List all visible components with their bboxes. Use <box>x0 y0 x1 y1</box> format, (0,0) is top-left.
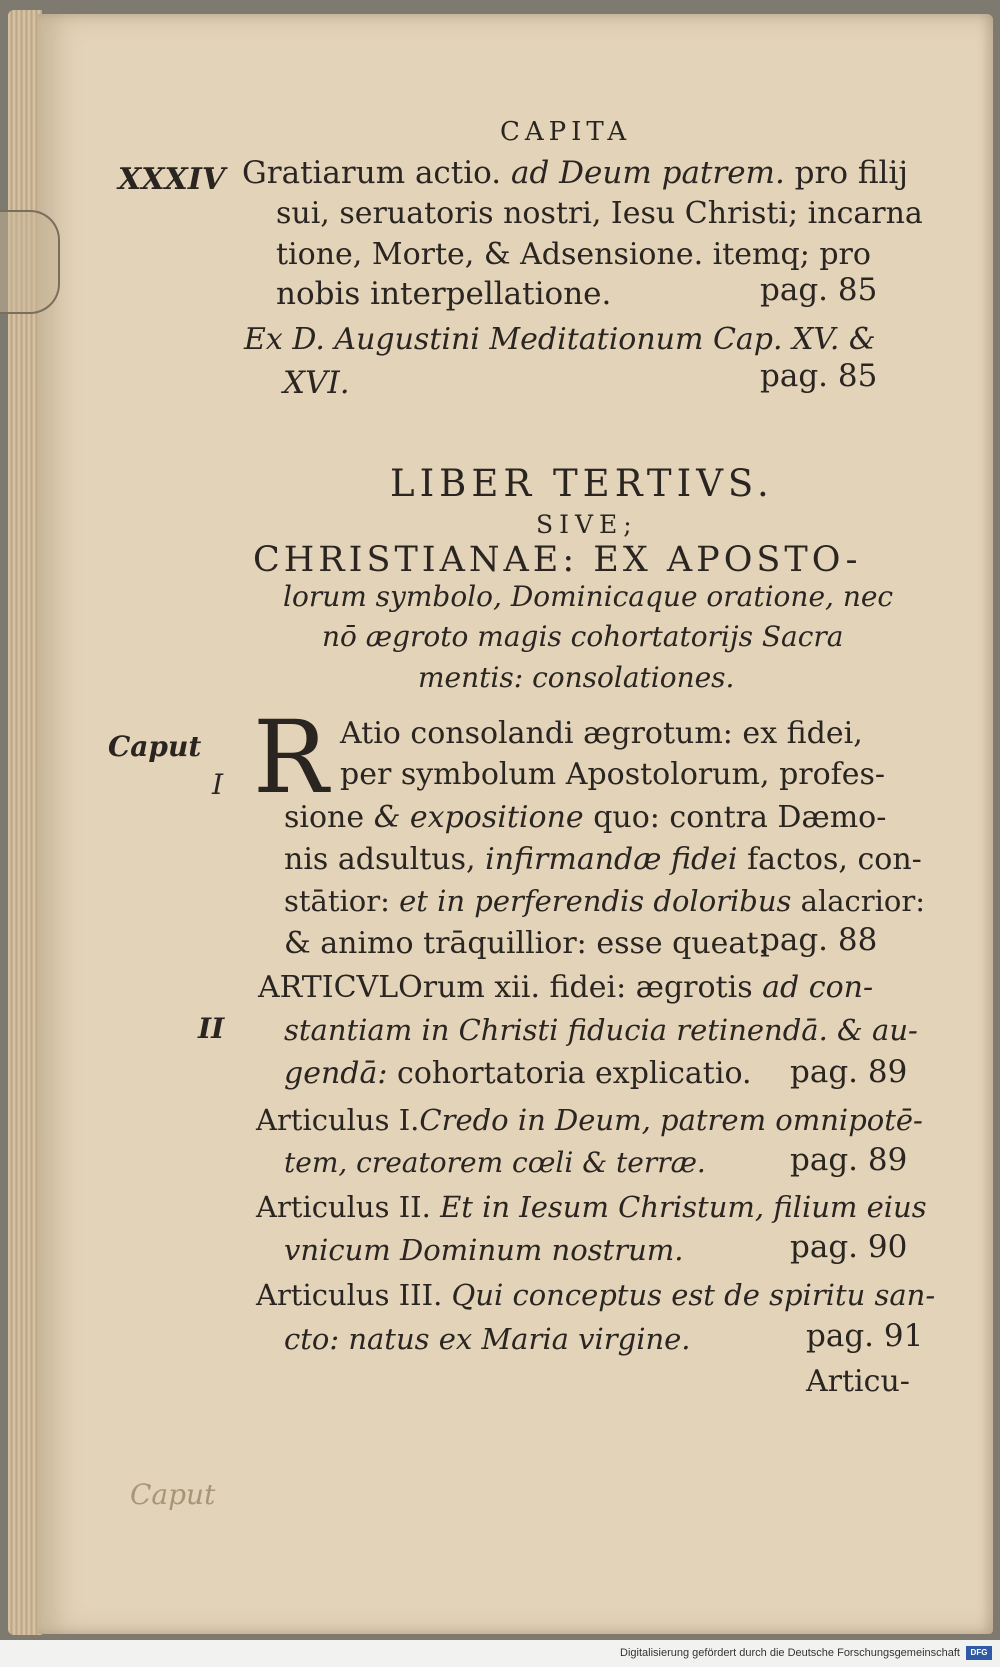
subtitle-line: mentis: consolationes. <box>418 661 735 694</box>
drop-cap: R <box>253 699 329 816</box>
text: nis adsultus, <box>284 842 476 877</box>
footer-credit: Digitalisierung gefördert durch die Deutsche Forschungsgemeinschaft <box>620 1647 960 1659</box>
entry-line: sui, seruatoris nostri, Iesu Christi; incarna <box>276 196 923 231</box>
footer-bar <box>0 1640 1000 1667</box>
text: alacrior: <box>800 884 925 918</box>
text: stātior: <box>284 884 390 918</box>
italic-text: Credo in Deum, patrem omnipotē- <box>419 1103 923 1137</box>
dfg-logo-icon: DFG <box>966 1646 992 1660</box>
entry-line: Ex D. Augustini Meditationum Cap. XV. & <box>244 322 876 357</box>
caput-label: Caput <box>108 730 202 763</box>
entry-line <box>242 155 908 191</box>
catchword: Articu- <box>806 1364 910 1399</box>
entry-line: stantiam in Christi fiducia retinendā. & au- <box>284 1013 918 1047</box>
entry-line: per symbolum Apostolorum, profes- <box>340 757 886 792</box>
entry-line <box>256 1278 935 1312</box>
sive: SIVE; <box>536 510 638 539</box>
italic-text: ad con- <box>762 970 874 1005</box>
caput-numeral: II <box>198 1012 225 1045</box>
page-reference: pag. 91 <box>806 1318 924 1354</box>
italic-text: gendā: <box>284 1056 388 1091</box>
subtitle-line: lorum symbolo, Dominicaque oratione, nec <box>283 580 894 613</box>
page-reference: pag. 88 <box>760 922 878 958</box>
page-reference: pag. 89 <box>790 1142 908 1178</box>
entry-line <box>284 800 886 835</box>
italic-text: Qui conceptus est de spiritu san- <box>451 1278 936 1312</box>
margin-note: Caput <box>130 1478 216 1511</box>
italic-text: Et in Iesum Christum, filium eius <box>440 1190 927 1224</box>
entry-line <box>256 1190 927 1224</box>
entry-line: nobis interpellatione. <box>276 276 612 312</box>
page-reference: pag. 90 <box>790 1229 908 1265</box>
subtitle-line: nō ægroto magis cohortatorijs Sacra <box>322 620 844 653</box>
entry-line <box>284 842 922 877</box>
page-reference: pag. 89 <box>790 1054 908 1090</box>
italic-text: ad Deum patrem. <box>511 155 785 191</box>
section-heading: CHRISTIANAE: EX APOSTO- <box>253 540 862 580</box>
entry-line: cto: natus ex Maria virgine. <box>284 1322 691 1356</box>
entry-line <box>256 1103 923 1137</box>
text: cohortatoria explicatio. <box>397 1056 752 1091</box>
text: quo: contra Dæmo- <box>593 800 887 835</box>
entry-line: vnicum Dominum nostrum. <box>284 1233 684 1267</box>
caput-numeral: I <box>212 768 224 801</box>
chapter-numeral: XXXIV <box>118 162 226 197</box>
entry-line <box>284 884 925 918</box>
entry-line: tione, Morte, & Adsensione. itemq; pro <box>276 237 871 272</box>
running-head: CAPITA <box>500 117 632 147</box>
page-reference: pag. 85 <box>760 358 878 394</box>
articulus-label: Articulus III. <box>256 1278 443 1312</box>
text: pro filij <box>794 155 908 191</box>
entry-line <box>284 1056 752 1091</box>
articulus-label: Articulus II. <box>256 1190 431 1224</box>
entry-line: Atio consolandi ægrotum: ex fidei, <box>340 716 863 751</box>
italic-text: et in perferendis doloribus <box>399 884 792 918</box>
italic-text: & expositione <box>373 800 584 835</box>
articulus-label: Articulus I. <box>256 1103 420 1137</box>
entry-line: tem, creatorem cœli & terræ. <box>284 1146 706 1179</box>
page-reference: pag. 85 <box>760 272 878 308</box>
tab-marker <box>0 210 60 314</box>
entry-line: & animo trāquillior: esse queat. <box>284 926 768 961</box>
entry-line: XVI. <box>283 365 350 401</box>
text: sione <box>284 800 365 835</box>
text: Gratiarum actio. <box>242 155 502 191</box>
text: factos, con- <box>747 842 922 877</box>
italic-text: infirmandæ fidei <box>485 842 738 877</box>
text: ARTICVLOrum xii. fidei: ægrotis <box>258 970 753 1005</box>
book-title: LIBER TERTIVS. <box>390 462 774 505</box>
entry-line <box>258 970 873 1005</box>
